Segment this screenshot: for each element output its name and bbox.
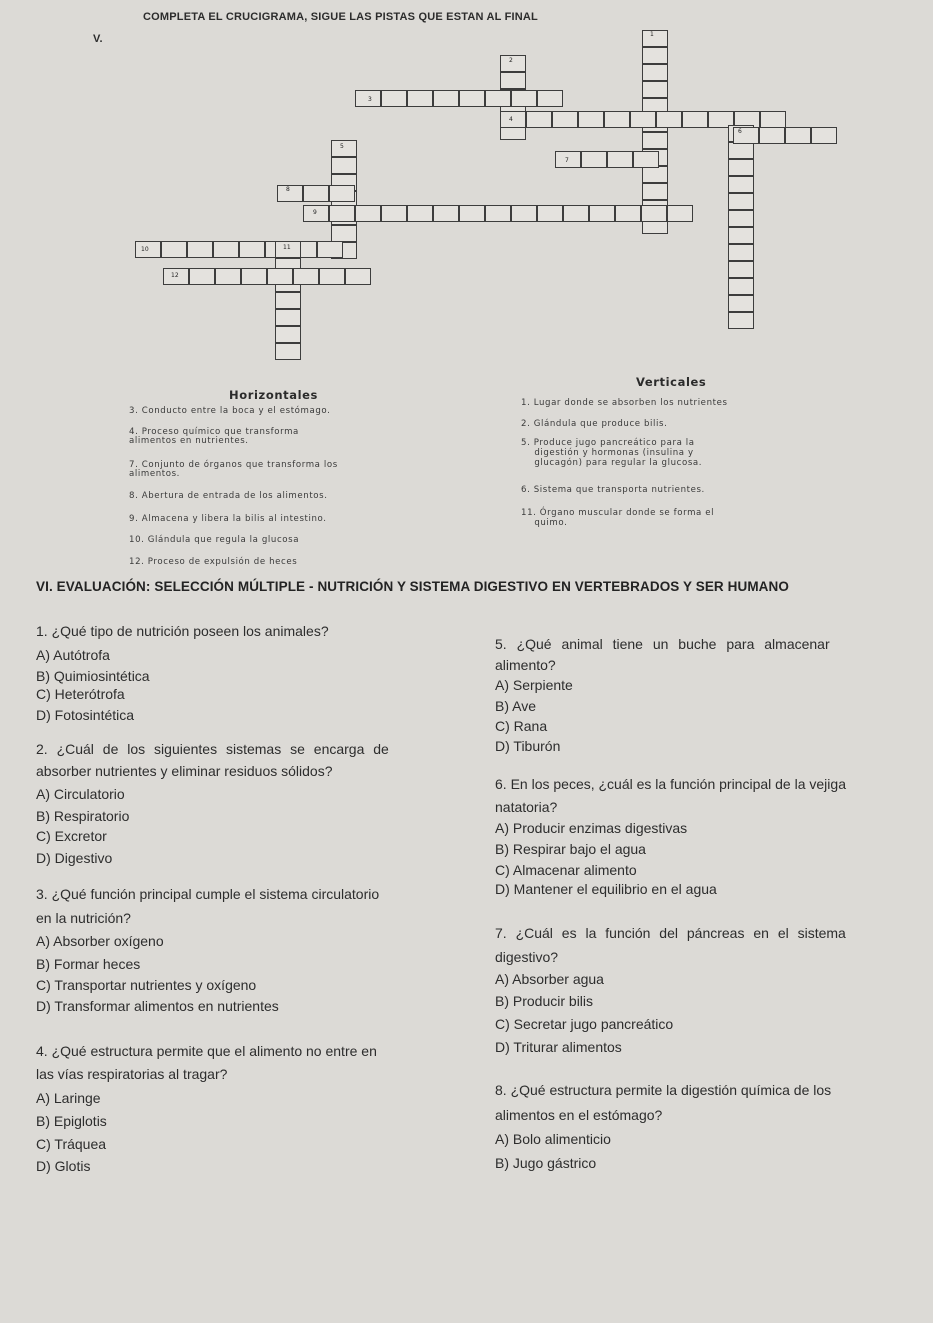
crossword-cell[interactable] — [642, 64, 668, 81]
crossword-cell[interactable] — [589, 205, 615, 222]
crossword-cell[interactable] — [682, 111, 708, 128]
crossword-cell[interactable] — [642, 132, 668, 149]
answer-option: B) Producir bilis — [495, 993, 594, 1009]
crossword-cell[interactable] — [293, 268, 319, 285]
crossword-cell[interactable] — [485, 205, 511, 222]
answer-option: C) Heterótrofa — [36, 686, 125, 702]
crossword-cell[interactable] — [500, 72, 526, 89]
answer-option: B) Quimiosintética — [36, 668, 150, 684]
crossword-heading-number: V. — [93, 33, 103, 45]
crossword-cell[interactable] — [239, 241, 265, 258]
crossword-heading: COMPLETA EL CRUCIGRAMA, SIGUE LAS PISTAS QUE ESTAN AL FINAL — [143, 11, 538, 23]
crossword-cell[interactable] — [552, 111, 578, 128]
answer-option: C) Rana — [495, 718, 548, 734]
clue-h-8: 8. Abertura de entrada de los alimentos. — [129, 491, 328, 501]
crossword-cell[interactable] — [459, 205, 485, 222]
crossword-cell[interactable] — [604, 111, 630, 128]
crossword-cell[interactable] — [213, 241, 239, 258]
answer-option: C) Excretor — [36, 828, 107, 844]
question-line: 2. ¿Cuál de los siguientes sistemas se encarga de — [36, 741, 389, 757]
crossword-cell[interactable] — [331, 157, 357, 174]
crossword-number-label: 4 — [509, 116, 513, 123]
crossword-cell[interactable] — [728, 210, 754, 227]
crossword-cell[interactable] — [537, 90, 563, 107]
question-line: natatoria? — [495, 799, 558, 815]
crossword-cell[interactable] — [277, 185, 303, 202]
answer-option: A) Laringe — [36, 1090, 101, 1106]
crossword-cell[interactable] — [728, 278, 754, 295]
crossword-cell[interactable] — [656, 111, 682, 128]
question-line: alimentos en el estómago? — [495, 1107, 663, 1123]
crossword-cell[interactable] — [267, 268, 293, 285]
crossword-cell[interactable] — [733, 127, 759, 144]
crossword-cell[interactable] — [728, 295, 754, 312]
crossword-cell[interactable] — [433, 90, 459, 107]
clue-h-10: 10. Glándula que regula la glucosa — [129, 535, 300, 545]
question-line: las vías respiratorias al tragar? — [36, 1066, 228, 1082]
crossword-number-label: 2 — [509, 57, 513, 64]
crossword-cell[interactable] — [811, 127, 837, 144]
crossword-cell[interactable] — [345, 268, 371, 285]
crossword-cell[interactable] — [759, 127, 785, 144]
answer-option: A) Producir enzimas digestivas — [495, 820, 688, 836]
crossword-cell[interactable] — [500, 111, 526, 128]
crossword-cell[interactable] — [215, 268, 241, 285]
crossword-cell[interactable] — [785, 127, 811, 144]
crossword-cell[interactable] — [275, 309, 301, 326]
crossword-cell[interactable] — [275, 343, 301, 360]
crossword-cell[interactable] — [407, 90, 433, 107]
crossword-cell[interactable] — [319, 268, 345, 285]
crossword-cell[interactable] — [511, 90, 537, 107]
answer-option: D) Triturar alimentos — [495, 1039, 622, 1055]
question-line: 4. ¿Qué estructura permite que el alimento no entre en — [36, 1043, 377, 1059]
crossword-cell[interactable] — [433, 205, 459, 222]
crossword-cell[interactable] — [633, 151, 659, 168]
question-line: 6. En los peces, ¿cuál es la función principal de la vejiga — [495, 776, 846, 792]
crossword-cell[interactable] — [642, 47, 668, 64]
crossword-cell[interactable] — [642, 166, 668, 183]
crossword-cell[interactable] — [537, 205, 563, 222]
clue-v-5: 5. Produce jugo pancreático para la digestión y hormonas (insulina y glucagón) para regular la glucosa. — [521, 438, 703, 468]
crossword-grid — [0, 0, 933, 380]
crossword-cell[interactable] — [275, 326, 301, 343]
answer-option: B) Respiratorio — [36, 808, 130, 824]
answer-option: D) Transformar alimentos en nutrientes — [36, 998, 279, 1014]
answer-option: A) Absorber oxígeno — [36, 933, 164, 949]
crossword-cell[interactable] — [329, 205, 355, 222]
crossword-cell[interactable] — [728, 261, 754, 278]
crossword-cell[interactable] — [607, 151, 633, 168]
crossword-number-label: 1 — [650, 31, 654, 38]
crossword-cell[interactable] — [728, 142, 754, 159]
crossword-number-label: 5 — [340, 143, 344, 150]
crossword-number-label: 8 — [286, 186, 290, 193]
answer-option: B) Jugo gástrico — [495, 1155, 597, 1171]
clue-h-12: 12. Proceso de expulsión de heces — [129, 557, 298, 567]
crossword-cell[interactable] — [381, 205, 407, 222]
crossword-cell[interactable] — [630, 111, 656, 128]
crossword-cell[interactable] — [760, 111, 786, 128]
question-line: digestivo? — [495, 949, 559, 965]
clue-v-1: 1. Lugar donde se absorben los nutrientes — [521, 398, 728, 408]
answer-option: B) Formar heces — [36, 956, 141, 972]
answer-option: D) Glotis — [36, 1158, 91, 1174]
clue-h-4: 4. Proceso químico que transforma alimentos en nutrientes. — [129, 427, 299, 446]
question-line: alimento? — [495, 657, 556, 673]
crossword-cell[interactable] — [526, 111, 552, 128]
answer-option: B) Epiglotis — [36, 1113, 107, 1129]
answer-option: D) Digestivo — [36, 850, 113, 866]
crossword-number-label: 11 — [283, 244, 291, 251]
answer-option: B) Respirar bajo el agua — [495, 841, 646, 857]
answer-option: C) Almacenar alimento — [495, 862, 637, 878]
crossword-cell[interactable] — [728, 227, 754, 244]
answer-option: A) Absorber agua — [495, 971, 604, 987]
crossword-number-label: 7 — [565, 157, 569, 164]
crossword-cell[interactable] — [317, 241, 343, 258]
crossword-cell[interactable] — [331, 140, 357, 157]
crossword-cell[interactable] — [187, 241, 213, 258]
crossword-cell[interactable] — [728, 312, 754, 329]
clue-h-9: 9. Almacena y libera la bilis al intestino. — [129, 514, 327, 524]
crossword-cell[interactable] — [728, 193, 754, 210]
crossword-cell[interactable] — [241, 268, 267, 285]
answer-option: C) Tráquea — [36, 1136, 107, 1152]
crossword-cell[interactable] — [303, 185, 329, 202]
answer-option: D) Tiburón — [495, 738, 561, 754]
crossword-number-label: 12 — [171, 272, 179, 279]
answer-option: D) Mantener el equilibrio en el agua — [495, 881, 717, 897]
crossword-cell[interactable] — [728, 176, 754, 193]
crossword-cell[interactable] — [641, 205, 667, 222]
question-line: absorber nutrientes y eliminar residuos sólidos? — [36, 763, 333, 779]
crossword-cell[interactable] — [511, 205, 537, 222]
question-line: 8. ¿Qué estructura permite la digestión química de los — [495, 1082, 832, 1098]
crossword-cell[interactable] — [485, 90, 511, 107]
answer-option: A) Serpiente — [495, 677, 573, 693]
evaluation-heading: VI. EVALUACIÓN: SELECCIÓN MÚLTIPLE - NUTRICIÓN Y SISTEMA DIGESTIVO EN VERTEBRADOS Y SER HUMANO — [36, 579, 789, 594]
crossword-cell[interactable] — [642, 183, 668, 200]
question-line: 1. ¿Qué tipo de nutrición poseen los animales? — [36, 623, 329, 639]
question-line: 3. ¿Qué función principal cumple el sistema circulatorio — [36, 886, 380, 902]
crossword-cell[interactable] — [642, 81, 668, 98]
question-line: 5. ¿Qué animal tiene un buche para almacenar — [495, 636, 830, 652]
crossword-cell[interactable] — [331, 225, 357, 242]
crossword-number-label: 3 — [368, 96, 372, 103]
crossword-cell[interactable] — [275, 292, 301, 309]
answer-option: A) Circulatorio — [36, 786, 125, 802]
answer-option: D) Fotosintética — [36, 707, 135, 723]
crossword-cell[interactable] — [381, 90, 407, 107]
question-line: en la nutrición? — [36, 910, 131, 926]
crossword-cell[interactable] — [615, 205, 641, 222]
clue-v-2: 2. Glándula que produce bilis. — [521, 419, 668, 429]
crossword-number-label: 6 — [738, 128, 742, 135]
crossword-cell[interactable] — [189, 268, 215, 285]
answer-option: C) Transportar nutrientes y oxígeno — [36, 977, 257, 993]
crossword-cell[interactable] — [329, 185, 355, 202]
crossword-cell[interactable] — [563, 205, 589, 222]
answer-option: C) Secretar jugo pancreático — [495, 1016, 674, 1032]
crossword-cell[interactable] — [161, 241, 187, 258]
crossword-cell[interactable] — [459, 90, 485, 107]
answer-option: B) Ave — [495, 698, 536, 714]
crossword-cell[interactable] — [728, 159, 754, 176]
vertical-clues-title: Verticales — [636, 375, 707, 389]
answer-option: A) Bolo alimenticio — [495, 1131, 611, 1147]
question-line: 7. ¿Cuál es la función del páncreas en el sistema — [495, 925, 846, 941]
crossword-number-label: 9 — [313, 209, 317, 216]
answer-option: A) Autótrofa — [36, 647, 110, 663]
crossword-number-label: 10 — [141, 246, 149, 253]
crossword-cell[interactable] — [581, 151, 607, 168]
crossword-cell[interactable] — [407, 205, 433, 222]
clue-h-7: 7. Conjunto de órganos que transforma los alimentos. — [129, 460, 338, 479]
clue-h-3: 3. Conducto entre la boca y el estómago. — [129, 406, 331, 416]
crossword-cell[interactable] — [500, 55, 526, 72]
crossword-cell[interactable] — [642, 30, 668, 47]
clue-v-11: 11. Órgano muscular donde se forma el quimo. — [521, 508, 715, 528]
horizontal-clues-title: Horizontales — [229, 388, 318, 402]
crossword-cell[interactable] — [355, 205, 381, 222]
crossword-cell[interactable] — [728, 244, 754, 261]
clue-v-6: 6. Sistema que transporta nutrientes. — [521, 485, 705, 495]
crossword-cell[interactable] — [667, 205, 693, 222]
crossword-cell[interactable] — [578, 111, 604, 128]
